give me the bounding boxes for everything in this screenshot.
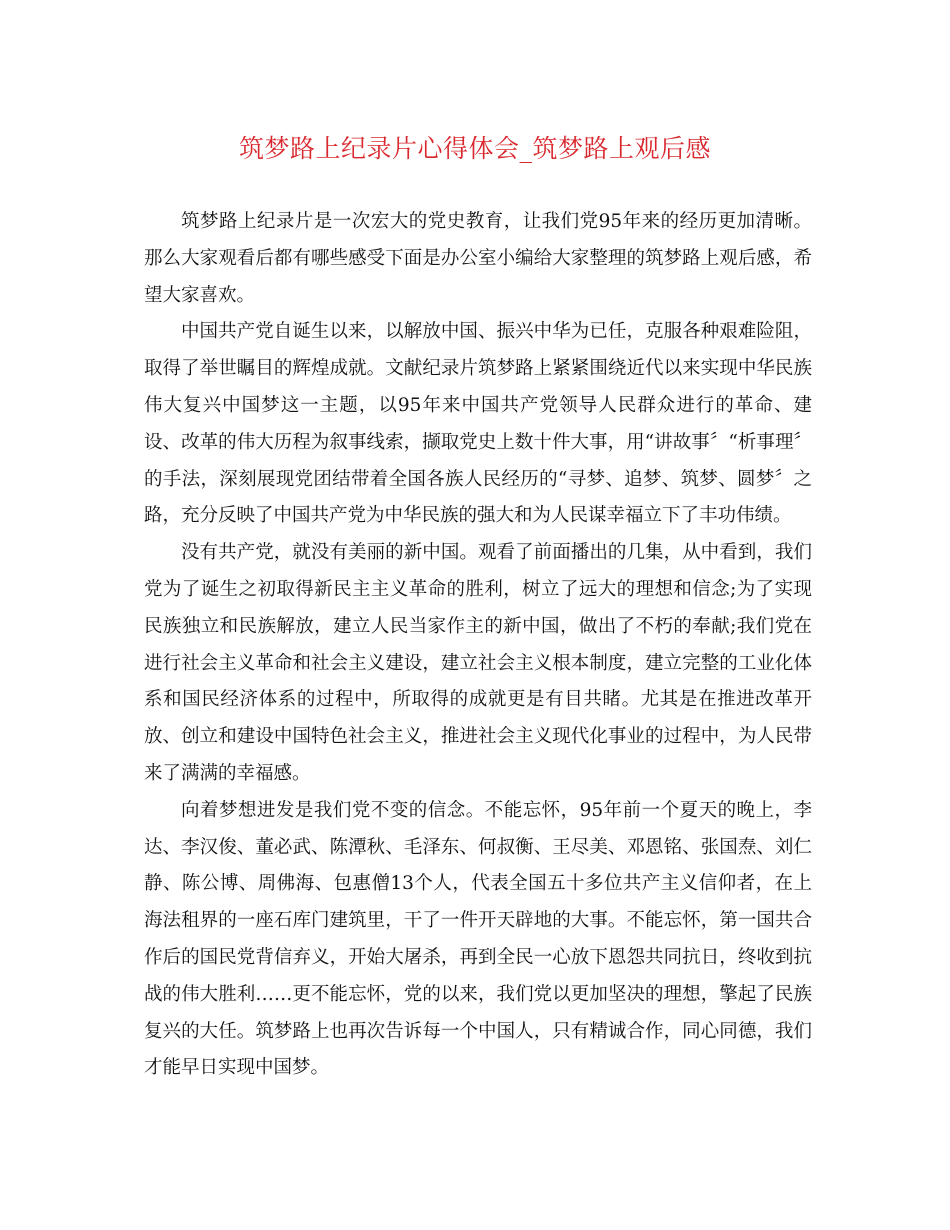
paragraph-new-china: 没有共产党，就没有美丽的新中国。观看了前面播出的几集，从中看到，我们党为了诞生之初取得新民主主义革命的胜利，树立了远大的理想和信念;为了实现民族独立和民族解放，建立人民当家作主的新中国，做出了不朽的奉献;我们党在进行社会主义革命和社会主义建设，建立社会主义根本制度，建立完整的工业化体系和国民经济体系的过程中，所取得的成就更是有目共睹。尤其是在推进改革开放、创立和建设中国特色社会主义，推进社会主义现代化事业的过程中，为人民带来了满满的幸福感。 (144, 542, 812, 784)
paragraph-intro: 筑梦路上纪录片是一次宏大的党史教育，让我们党95年来的经历更加清晰。那么大家观看后都有哪些感受下面是办公室小编给大家整理的筑梦路上观后感，希望大家喜欢。 (144, 211, 812, 306)
document-body (144, 204, 812, 1087)
paragraph-dream: 向着梦想进发是我们党不变的信念。不能忘怀，95年前一个夏天的晚上，李达、李汉俊、董必武、陈潭秋、毛泽东、何叔衡、王尽美、邓恩铭、张国焘、刘仁静、陈公博、周佛海、包惠僧13个人，代表全国五十多位共产主义信仰者，在上海法租界的一座石库门建筑里，干了一件开天辟地的大事。不能忘怀，第一国共合作后的国民党背信弃义，开始大屠杀，再到全民一心放下恩怨共同抗日，终收到抗战的伟大胜利……更不能忘怀，党的以来，我们党以更加坚决的理想，擎起了民族复兴的大任。筑梦路上也再次告诉每一个中国人，只有精诚合作，同心同德，我们才能早日实现中国梦。 (144, 799, 812, 1079)
document-title: 筑梦路上纪录片心得体会_筑梦路上观后感 (238, 134, 711, 163)
paragraph-history: 中国共产党自诞生以来，以解放中国、振兴中华为已任，克服各种艰难险阻，取得了举世瞩目的辉煌成就。文献纪录片筑梦路上紧紧围绕近代以来实现中华民族伟大复兴中国梦这一主题，以95年来中国共产党领导人民群众进行的革命、建设、改革的伟大历程为叙事线索，撷取党史上数十件大事，用“讲故事〞“析事理〞的手法，深刻展现党团结带着全国各族人民经历的“寻梦、追梦、筑梦、圆梦〞之路，充分反映了中国共产党为中华民族的强大和为人民谋幸福立下了丰功伟绩。 (144, 321, 812, 527)
